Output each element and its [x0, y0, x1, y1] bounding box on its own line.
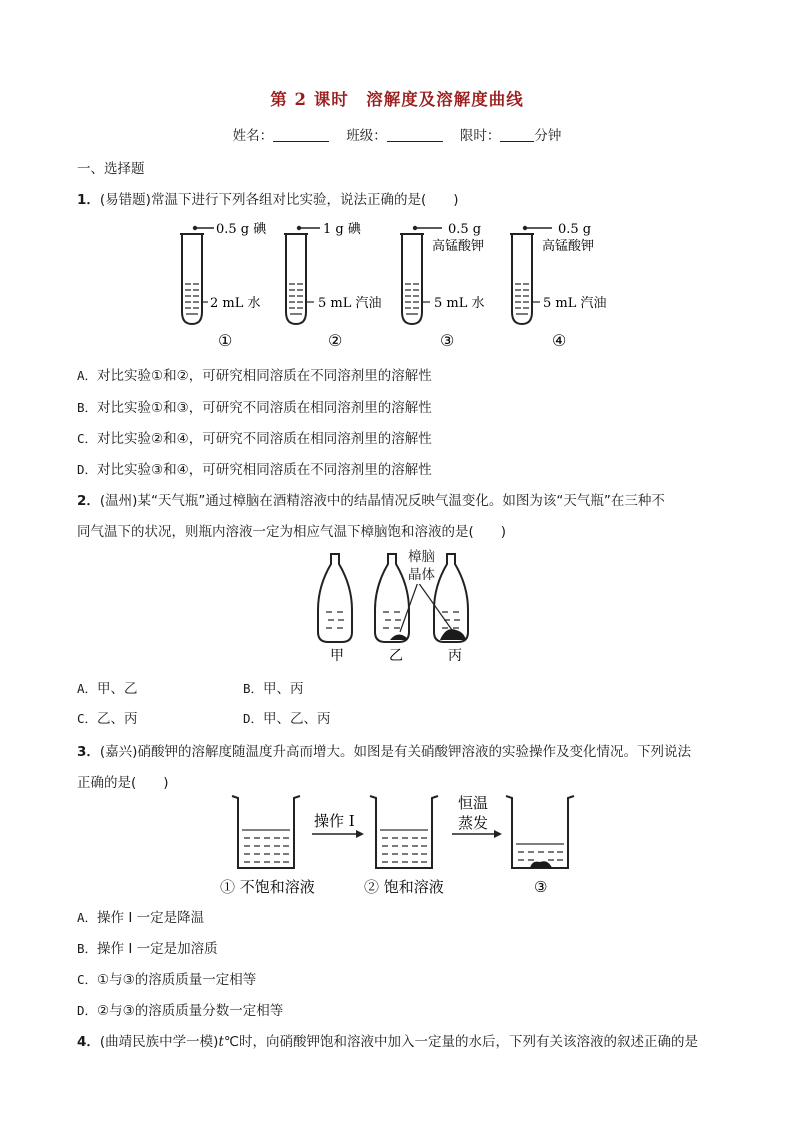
option-letter: C．	[77, 431, 98, 446]
beaker-1	[232, 796, 300, 868]
solute-label: 0.5 g	[448, 222, 482, 237]
option-letter: D．	[243, 711, 264, 726]
option-text: 乙、丙	[97, 711, 138, 727]
option-text: 对比实验③和④，可研究相同溶质在不同溶剂里的溶解性	[97, 462, 432, 478]
option-text: 甲、乙	[97, 681, 138, 697]
question-2-line2: 同气温下的状况，则瓶内溶液一定为相应气温下樟脑饱和溶液的是( )	[77, 524, 507, 540]
bottle-bing	[434, 554, 468, 664]
question-number: 2．	[77, 493, 100, 509]
option-a[interactable]	[77, 906, 204, 926]
arrow-operation-1	[312, 812, 364, 838]
student-info-line	[0, 124, 794, 144]
option-letter: C．	[77, 711, 98, 726]
solvent-label: 2 mL 水	[210, 296, 261, 311]
option-a[interactable]	[77, 364, 432, 384]
question-text: (嘉兴)硝酸钾的溶解度随温度升高而增大。如图是有关硝酸钾溶液的实验操作及变化情况。下列说法	[99, 744, 691, 760]
question-3	[77, 740, 691, 760]
option-text: 对比实验②和④，可研究不同溶质在相同溶剂里的溶解性	[97, 431, 432, 447]
option-d[interactable]	[77, 458, 432, 478]
q3-beakers-figure	[218, 792, 578, 900]
beaker-label: ② 饱和溶液	[364, 878, 444, 896]
time-label: 限时：	[459, 128, 501, 144]
arrow-evaporation	[452, 794, 502, 838]
option-text: 对比实验①和③，可研究不同溶质在相同溶剂里的溶解性	[97, 400, 432, 416]
arrow-label-line2: 蒸发	[458, 814, 489, 832]
option-letter: B．	[243, 681, 264, 696]
question-4	[77, 1030, 698, 1050]
question-1	[77, 188, 458, 208]
tube-number: ③	[440, 331, 455, 350]
test-tube-3	[400, 222, 485, 350]
solute-label: 0.5 g	[558, 222, 592, 237]
question-text: ℃时，向硝酸钾饱和溶液中加入一定量的水后，下列有关该溶液的叙述正确的是	[223, 1034, 699, 1050]
name-blank[interactable]	[273, 127, 329, 142]
option-c[interactable]	[77, 968, 256, 988]
solvent-label: 5 mL 汽油	[543, 296, 607, 311]
question-3-line2: 正确的是( )	[77, 775, 169, 791]
arrow-label: 操作 I	[314, 812, 355, 830]
test-tube-4	[510, 222, 607, 350]
option-c[interactable]	[77, 427, 432, 447]
tube-number: ①	[218, 331, 233, 350]
solvent-label: 5 mL 汽油	[318, 296, 382, 311]
q2-weather-bottles-figure	[310, 546, 490, 668]
bottle-label: 丙	[448, 648, 462, 664]
time-blank[interactable]	[500, 127, 534, 142]
bottle-yi	[375, 554, 409, 664]
option-letter: D．	[77, 1003, 98, 1018]
option-c[interactable]	[77, 707, 138, 727]
solute-label-line2: 高锰酸钾	[432, 239, 485, 254]
question-number: 4．	[77, 1034, 100, 1050]
bottle-jia	[318, 554, 352, 664]
question-2	[77, 489, 665, 509]
option-b[interactable]	[77, 396, 432, 416]
beaker-2	[370, 796, 438, 868]
crystal-label-line1: 樟脑	[408, 549, 435, 565]
option-text: 对比实验①和②，可研究相同溶质在不同溶剂里的溶解性	[97, 368, 432, 384]
time-unit: 分钟	[534, 128, 562, 144]
bottle-label: 乙	[389, 648, 403, 664]
beaker-label: ① 不饱和溶液	[220, 878, 315, 896]
crystal-label	[408, 548, 435, 584]
beaker-3	[506, 796, 574, 868]
tube-number: ②	[328, 331, 343, 350]
question-text-prefix: (曲靖民族中学一模)	[99, 1034, 219, 1050]
option-letter: B．	[77, 941, 98, 956]
option-text: 甲、乙、丙	[263, 711, 331, 727]
name-label: 姓名：	[232, 128, 274, 144]
crystal-label-line2: 晶体	[408, 567, 435, 583]
solute-label: 0.5 g 碘	[216, 222, 267, 237]
solute-label-line2: 高锰酸钾	[542, 239, 595, 254]
question-text: (温州)某“天气瓶”通过樟脑在酒精溶液中的结晶情况反映气温变化。如图为该“天气瓶”在三种不	[99, 493, 665, 509]
option-text: 甲、丙	[263, 681, 304, 697]
option-b[interactable]	[243, 677, 304, 697]
option-letter: D．	[77, 462, 98, 477]
question-number: 1．	[77, 192, 100, 208]
option-letter: A．	[77, 681, 98, 696]
option-text: 操作 I 一定是降温	[97, 910, 205, 926]
option-text: ①与③的溶质质量一定相等	[97, 972, 257, 988]
solvent-label: 5 mL 水	[434, 296, 485, 311]
option-letter: C．	[77, 972, 98, 987]
tube-number: ④	[552, 331, 567, 350]
arrow-label-line1: 恒温	[458, 794, 489, 812]
test-tube-1	[180, 221, 267, 350]
q1-test-tubes-figure	[170, 212, 630, 352]
class-label: 班级：	[346, 128, 387, 144]
option-letter: A．	[77, 368, 98, 383]
temperature-symbol: t	[218, 1034, 224, 1050]
question-text: (易错题)常温下进行下列各组对比实验，说法正确的是( )	[99, 192, 459, 208]
option-text: 操作 I 一定是加溶质	[97, 941, 218, 957]
option-text: ②与③的溶质质量分数一定相等	[97, 1003, 284, 1019]
solute-label: 1 g 碘	[323, 222, 361, 237]
beaker-label: ③	[534, 878, 548, 896]
option-letter: A．	[77, 910, 98, 925]
page-title: 第 2 课时 溶解度及溶解度曲线	[270, 90, 524, 109]
option-d[interactable]	[77, 999, 283, 1019]
option-a[interactable]	[77, 677, 138, 697]
question-number: 3．	[77, 744, 100, 760]
test-tube-2	[284, 221, 382, 350]
option-b[interactable]	[77, 937, 218, 957]
option-letter: B．	[77, 400, 98, 415]
bottle-label: 甲	[330, 648, 344, 664]
section-heading: 一、选择题	[77, 161, 145, 177]
option-d[interactable]	[243, 707, 331, 727]
class-blank[interactable]	[387, 127, 443, 142]
